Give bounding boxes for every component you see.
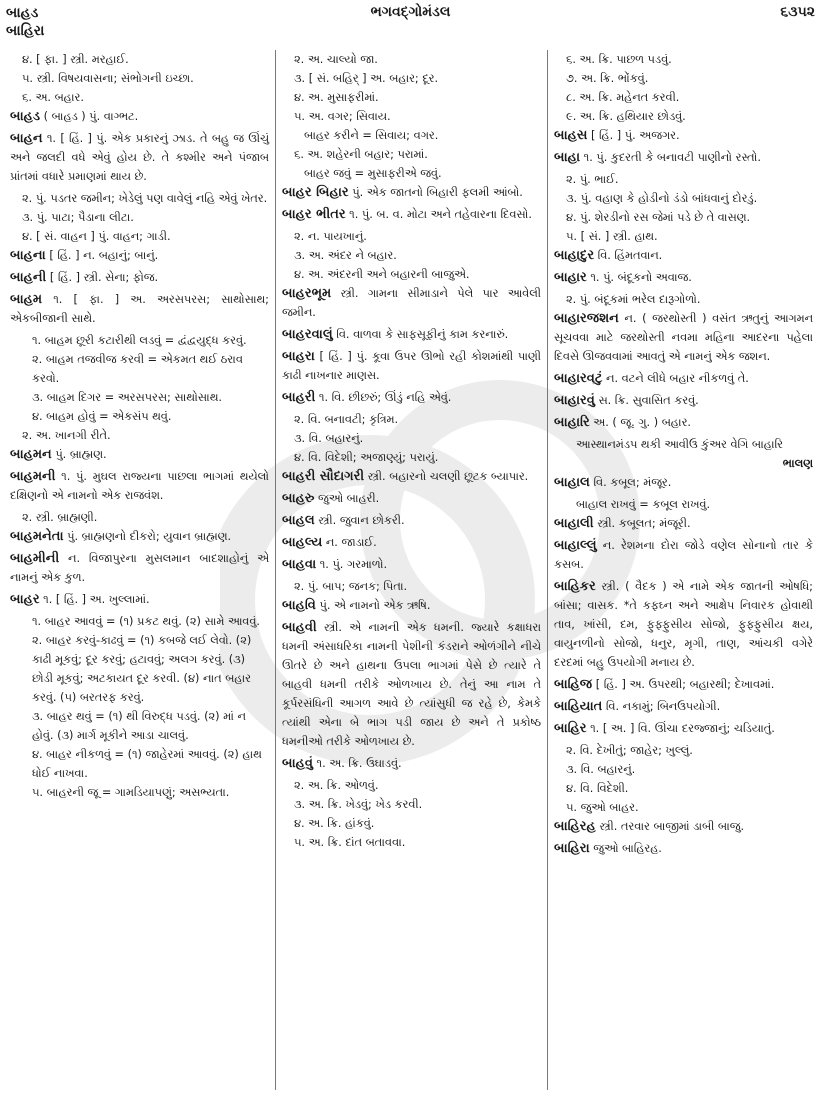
- sense-line: ૮. અ. ક્રિ. મહેનત કરવી.: [566, 91, 680, 104]
- dictionary-entry: [554, 126, 813, 145]
- sense-line: ૯. અ. ક્રિ. હથિયાર છોડવું.: [566, 110, 686, 123]
- headword: બાહાલ: [554, 475, 590, 490]
- dictionary-entry: [282, 347, 541, 385]
- definition: સ. ક્રિ. સુવાસિત કરવું.: [594, 394, 699, 407]
- dictionary-entry: [554, 536, 813, 574]
- definition: પું. એક જાતનો બિહારી ફલમી આંબો.: [348, 186, 523, 199]
- definition: ન. ( જરથોસ્તી ) વસંત ઋતુનું આગમન સૂચવવા માટે જરથોસ્તી નવમા મહિના આદરના પહેલા દિવસે ઊજવવામાં આવતું એ નામનું એક જશન.: [554, 312, 813, 363]
- sense-line: ૫. જુઓ બાહર.: [566, 801, 639, 814]
- definition: ન. વટને લીધે બહાર નીકળવું તે.: [602, 372, 749, 385]
- headword: બાહરા: [282, 349, 315, 364]
- headword: બાહરુ: [282, 491, 315, 506]
- example-line: ૧. બાહમ છૂરી કટારીથી લડવું = દ્વંદ્વયુદ્ધ કરવું.: [32, 334, 247, 347]
- definition: ૧. પું. બ. વ. મોટા અને તહેવારના દિવસો.: [345, 208, 532, 221]
- headword: બાહના: [10, 248, 46, 263]
- guide-word-bottom: બાહિરા: [6, 23, 45, 39]
- definition: [ હિં. ] સ્ત્રી. સેના; ફોજ.: [46, 271, 159, 284]
- definition: જુઓ બાહિરહ.: [589, 842, 662, 855]
- dictionary-title: ભગવદ્ગોમંડલ: [370, 4, 451, 20]
- definition: અ. ( જૂ. ગુ. ) બહાર.: [589, 416, 692, 429]
- headword: બાહારવું: [554, 393, 595, 408]
- headword: બાહારવટું: [554, 371, 603, 386]
- definition: ન. વિજાપુરના મુસલમાન બાદશાહોનું એ નામનું એક કુળ.: [10, 552, 269, 584]
- dictionary-entry: [10, 467, 269, 505]
- dictionary-entry: [282, 205, 541, 224]
- dictionary-entry: [554, 309, 813, 366]
- dictionary-entry: [282, 618, 541, 751]
- definition: ૧. [ હિં. ] અ. ખુલ્લામાં.: [39, 593, 150, 606]
- headword: બાહમની: [10, 469, 56, 484]
- dictionary-entry: [554, 413, 813, 432]
- sense-line: ૫. અ. વગર; સિવાય.: [294, 110, 391, 123]
- sense-line: ૨. અ. ખાનગી રીતે.: [22, 429, 111, 442]
- dictionary-entry: [554, 514, 813, 533]
- sense-line: ૪. [ સં. વાહન ] પું. વાહન; ગાડી.: [22, 230, 171, 243]
- column-2: [276, 50, 548, 1090]
- sense-line: ૨. અ. ચાલ્યો જા.: [294, 53, 378, 66]
- headword: બાહાલી: [554, 516, 594, 531]
- dictionary-entry: [282, 489, 541, 508]
- example-line: બાહર કરીને = સિવાય; વગર.: [304, 129, 439, 142]
- definition: ૧. પું. મુઘલ રાજ્યના પાછલા ભાગમાં થયેલો દક્ષિણનો એ નામનો એક રાજવંશ.: [10, 470, 269, 502]
- dictionary-entry: [554, 391, 813, 410]
- definition: સ્ત્રી. બહારનો ચલણી છૂટક બ્યાપાર.: [364, 470, 529, 483]
- definition: [ હિં. ] પું. કૂવા ઉપર ઊભો રહી કોશમાંથી પાણી કાઢી નાખનાર માણસ.: [282, 350, 541, 382]
- dictionary-entry: [10, 246, 269, 265]
- sense-line: ૩. અ. ક્રિ. ખેડવું; ખેડ કરવી.: [294, 798, 423, 811]
- dictionary-entry: [554, 839, 813, 858]
- definition: ૧. [ અ. ] વિ. ઊંચા દરજ્જાનું; ચડિયાતું.: [586, 722, 775, 735]
- dictionary-entry: [282, 467, 541, 486]
- dictionary-columns: [6, 50, 819, 1090]
- dictionary-entry: [554, 268, 813, 287]
- dictionary-entry: [282, 596, 541, 615]
- sense-line: ૪. અ. મુસાફરીમાં.: [294, 91, 379, 104]
- dictionary-entry: [282, 284, 541, 322]
- sense-line: ૩. વિ. બહારનું.: [566, 763, 636, 776]
- definition: વિ. કબૂલ; મંજૂર.: [589, 476, 672, 489]
- definition: ૧. અ. ક્રિ. ઉઘાડવું.: [312, 757, 402, 770]
- definition: ૧. પું. ગરમાળો.: [316, 558, 388, 571]
- sense-line: ૨. અ. ક્રિ. ઓળવું.: [294, 779, 379, 792]
- headword: બાહાલ્લું: [554, 538, 597, 553]
- headword: બાહર ભીતર: [282, 207, 346, 222]
- headword: બાહિકર: [554, 579, 596, 594]
- headword: બાહિરહ: [554, 819, 596, 834]
- dictionary-entry: [554, 148, 813, 167]
- headword: બાહારિ: [554, 415, 590, 430]
- dictionary-entry: [10, 107, 269, 126]
- sense-line: ૩. પું. પાટા; પૈડાના લીટા.: [22, 211, 134, 224]
- sense-line: ૨. વિ. દેખીતું; જાહેર; ખુલ્લું.: [566, 744, 693, 757]
- sense-line: ૩. પું. વહાણ કે હોડીનો ડંડો બાંધવાનું દોરડું.: [566, 192, 758, 205]
- headword: બાહવી: [282, 620, 317, 635]
- dictionary-entry: [10, 445, 269, 464]
- example-line: ૧. બાહર આવવું = (૧) પ્રકટ થવું. (૨) સામે આવવું.: [32, 615, 260, 628]
- sense-line: ૪. [ ફા. ] સ્ત્રી. મરહાઈ.: [22, 53, 129, 66]
- definition: ( બાહડ ) પું. વાગ્ભટ.: [40, 110, 139, 123]
- sense-line: ૩. વિ. બહારનું.: [294, 432, 364, 445]
- headword: બાહવું: [282, 756, 313, 771]
- definition: સ્ત્રી. તરવાર બાજીમાં ડાબી બાજુ.: [595, 820, 745, 833]
- sense-line: ૬. અ. શહેરની બહાર; પરામાં.: [294, 148, 428, 161]
- sense-line: ૫. અ. ક્રિ. દાંત બતાવવા.: [294, 836, 406, 849]
- headword: બાહસ: [554, 128, 588, 143]
- headword: બાહલ: [282, 513, 315, 528]
- example-line: ૩. બાહમ દિગર = અરસપરસ; સાથોસાથ.: [32, 391, 222, 404]
- dictionary-entry: [10, 527, 269, 546]
- definition: ૧. [ ફા. ] અ. અરસપરસ; સાથોસાથ; એકબીજાની સાથે.: [10, 293, 269, 325]
- sense-line: ૫. [ સં. ] સ્ત્રી. હાથ.: [566, 230, 658, 243]
- sense-line: ૪. વિ. વિદેશી.: [566, 782, 629, 795]
- definition: જુઓ બાહરી.: [314, 492, 380, 505]
- headword: બાહલ્ય: [282, 535, 323, 550]
- sense-line: ૬. અ. બહાર.: [22, 91, 84, 104]
- dictionary-entry: [282, 325, 541, 344]
- definition: [ હિં. ] પું. અજગર.: [587, 129, 680, 142]
- headword: બાહિરા: [554, 841, 590, 856]
- sense-line: ૪. પું. શેરડીનો રસ જેમાં પડે છે તે વાસણ.: [566, 211, 751, 224]
- sense-line: ૨. ન. પાયખાનું.: [294, 230, 367, 243]
- sense-line: ૪. અ. અંદરની અને બહારની બાજુએ.: [294, 268, 470, 281]
- dictionary-entry: [554, 473, 813, 492]
- dictionary-entry: [282, 388, 541, 407]
- sense-line: ૨. પું. પડતર જમીન; ખેડેલું પણ વાવેલું નહિ એવું ખેતર.: [22, 192, 268, 205]
- headword: બાહરી: [282, 390, 316, 405]
- sense-line: ૪. અ. ક્રિ. હાંકવું.: [294, 817, 375, 830]
- definition: વિ. હિંમતવાન.: [594, 249, 663, 262]
- citation-source: ભાલણ: [782, 457, 813, 470]
- definition: ૧. પું. બંદૂકનો અવાજ.: [586, 271, 692, 284]
- example-line: આસ્થાનમંડપ થકી આવીઉ કુંઅર વેગિ બાહારિ: [576, 438, 783, 451]
- dictionary-entry: [282, 754, 541, 773]
- dictionary-entry: [282, 511, 541, 530]
- definition: સ્ત્રી. કબૂલત; મંજૂરી.: [593, 517, 691, 530]
- example-line: ૩. બાહર થવું = (૧) થી વિરુદ્ધ પડવું. (૨) માં ન હોવું. (૩) માર્ગ મૂકીને આડા ચાલવું.: [32, 710, 246, 742]
- headword: બાહવિ: [282, 598, 316, 613]
- definition: ૧. [ હિં. ] પું. એક પ્રકારનું ઝાડ. તે બહુ જ ઊંચું અને જલદી વધે એવું હોય છે. તે કશ્મીર અને પંજાબ પ્રાંતમાં વધારે પ્રમાણમાં થાય છે.: [10, 132, 269, 183]
- dictionary-entry: [10, 290, 269, 328]
- example-line: બાહાલ રાખવું = કબૂલ રાખવું.: [576, 498, 711, 511]
- sense-line: ૨. પું. બંદૂકમાં ભરેલ દારૂગોળો.: [566, 293, 701, 306]
- dictionary-entry: [10, 129, 269, 186]
- headword: બાહાદુર: [554, 248, 595, 263]
- definition: ૧. પું. કુદરતી કે બનાવટી પાણીનો રસ્તો.: [580, 151, 761, 164]
- headword: બાહમનેતા: [10, 529, 64, 544]
- definition: સ્ત્રી. એ નામની એક ધમની. જ્યારે કક્ષાધરા ધમની અંસાધરિકા નામની પેશીની કંડરાને ઓળંગીને નીચે ઊતરે છે અને હાથના ઉપલા ભાગમાં પેસે છે ત્યારે તે બાહવી ધમની તરીકે ઓળખાય છે. તેનું આ નામ તે કૂર્પરસંધિની આગળ આવે છે ત્યાંસુધી જ રહે છે, કેમકે ત્યાંથી એના બે ભાગ પડી જાય છે અને તે પ્રકોષ્ઠ ધમનીઓ તરીકે ઓળખાય છે.: [282, 621, 541, 748]
- definition: ૧. વિ. છીછરું; ઊંડું નહિ એવું.: [315, 391, 452, 404]
- example-line: ૨. બાહર કરવું-કાઢવું = (૧) કબજે લઈ લેવો. (૨) કાઢી મૂકવું; દૂર કરવું; હટાવવું; અલગ કરવું. (૩) છોડી મૂકવું; અટકાયત દૂર કરવી. (૪) નાત બહાર કરવું. (૫) બરતરફ કરવું.: [32, 634, 252, 704]
- headword: બાહમીની: [10, 551, 60, 566]
- headword: બાહારજશન: [554, 311, 619, 326]
- sense-line: ૬. અ. ક્રિ. પાછળ પડવું.: [566, 53, 672, 66]
- headword: બાહાર: [554, 270, 587, 285]
- sense-line: ૪. વિ. વિદેશી; અજાણ્યું; પરાયું.: [294, 451, 439, 464]
- example-line: ૪. બાહર નીકળવું = (૧) જાહેરમાં આવવું. (૨) હાથ ધોઈ નાખવા.: [32, 748, 262, 780]
- sense-line: ૨. પું. બાપ; જનક; પિતા.: [294, 580, 408, 593]
- headword: બાહિર: [554, 721, 587, 736]
- sense-line: ૭. અ. ક્રિ. ભોંકવું.: [566, 72, 649, 85]
- definition: પું. એ નામનો એક ઋષિ.: [315, 599, 431, 612]
- dictionary-entry: [282, 533, 541, 552]
- sense-line: ૫. સ્ત્રી. વિષયવાસના; સંભોગની ઇચ્છા.: [22, 72, 194, 85]
- column-3: [548, 50, 819, 1090]
- sense-line: ૨. વિ. બનાવટી; કૃત્રિમ.: [294, 413, 399, 426]
- definition: સ્ત્રી. જુવાન છોકરી.: [314, 514, 405, 527]
- definition: ન. રેશમના દોરા જોડે વણેલ સોનાનો તાર કે કસબ.: [554, 539, 813, 571]
- example-line: બાહર જવું = મુસાફરીએ જવું.: [304, 167, 442, 180]
- definition: સ્ત્રી. ( વૈદક ) એ નામે એક જાતની ઓષધિ; બાંસા; વાસક. *તે કફઘ્ન અને આક્ષેપ નિવારક હોવાથી તાવ, ખાંસી, દમ, ફુફ્ફુસીય સોજો, ફુફ્ફુસીય ક્ષય, વાયુનળીનો સોજો, ધનુર, મૃગી, તાણ, આંચકી વગેરે દરદમાં બહુ ઉપયોગી મનાય છે.: [554, 580, 813, 669]
- sense-line: ૨. સ્ત્રી. બ્રાહ્મણી.: [22, 511, 98, 524]
- dictionary-entry: [10, 268, 269, 287]
- dictionary-entry: [554, 369, 813, 388]
- headword: બાહિજ: [554, 677, 593, 692]
- headword: બાહા: [554, 150, 581, 165]
- example-line: ૫. બાહરની જૂ = ગામડિયાપણું; અસભ્યતા.: [32, 786, 230, 799]
- definition: ન. જાડાઈ.: [322, 536, 377, 549]
- dictionary-entry: [554, 246, 813, 265]
- dictionary-entry: [10, 549, 269, 587]
- example-line: ૪. બાહમ હોવું = એકસંપ થવું.: [32, 410, 172, 423]
- definition: સ્ત્રી. ગામના સીમાડાને પેલે પાર આવેલી જમીન.: [282, 287, 541, 319]
- column-1: [6, 50, 276, 1090]
- dictionary-entry: [282, 555, 541, 574]
- headword: બાહરી સૌદાગરી: [282, 469, 365, 484]
- dictionary-entry: [282, 183, 541, 202]
- dictionary-entry: [10, 590, 269, 609]
- headword: બાહન: [10, 131, 43, 146]
- dictionary-entry: [554, 675, 813, 694]
- definition: [ હિં. ] ન. બહાનું; બાનું.: [45, 249, 159, 262]
- headword: બાહર બિહાર: [282, 185, 349, 200]
- definition: વિ. નકામું; બિનઉપયોગી.: [602, 700, 721, 713]
- page-number: ૬૩૫૨: [780, 4, 815, 20]
- example-line: ૨. બાહમ તજવીજ કરવી = એકમત થઈ ઠરાવ કરવો.: [32, 353, 243, 385]
- guide-word-top: બાહડ: [6, 5, 39, 21]
- definition: પું. બ્રાહ્મણનો દીકરો; યુવાન બ્રાહ્મણ.: [63, 530, 232, 543]
- headword: બાહડ: [10, 109, 41, 124]
- sense-line: ૨. પું. ભાઈ.: [566, 173, 619, 186]
- dictionary-entry: [554, 697, 813, 716]
- headword: બાહરવાલું: [282, 327, 333, 342]
- page-header: [6, 4, 815, 44]
- headword: બાહિયાત: [554, 699, 603, 714]
- headword: બાહર: [10, 592, 40, 607]
- dictionary-entry: [554, 817, 813, 836]
- sense-line: ૩. [ સં. બહિર્ ] અ. બહાર; દૂર.: [294, 72, 439, 85]
- headword: બાહમ: [10, 292, 43, 307]
- definition: પું. બ્રાહ્મણ.: [51, 448, 107, 461]
- dictionary-entry: [554, 719, 813, 738]
- headword: બાહની: [10, 270, 47, 285]
- sense-line: ૩. અ. અંદર ને બહાર.: [294, 249, 397, 262]
- headword: બાહવા: [282, 557, 317, 572]
- dictionary-entry: [554, 577, 813, 672]
- definition: [ હિં. ] અ. ઉપરથી; બહારથી; દેખાવમાં.: [592, 678, 775, 691]
- headword: બાહમન: [10, 447, 52, 462]
- headword: બાહરભૂમ: [282, 286, 332, 301]
- definition: વિ. વાળવા કે સાફસૂફીનું કામ કરનારું.: [332, 328, 509, 341]
